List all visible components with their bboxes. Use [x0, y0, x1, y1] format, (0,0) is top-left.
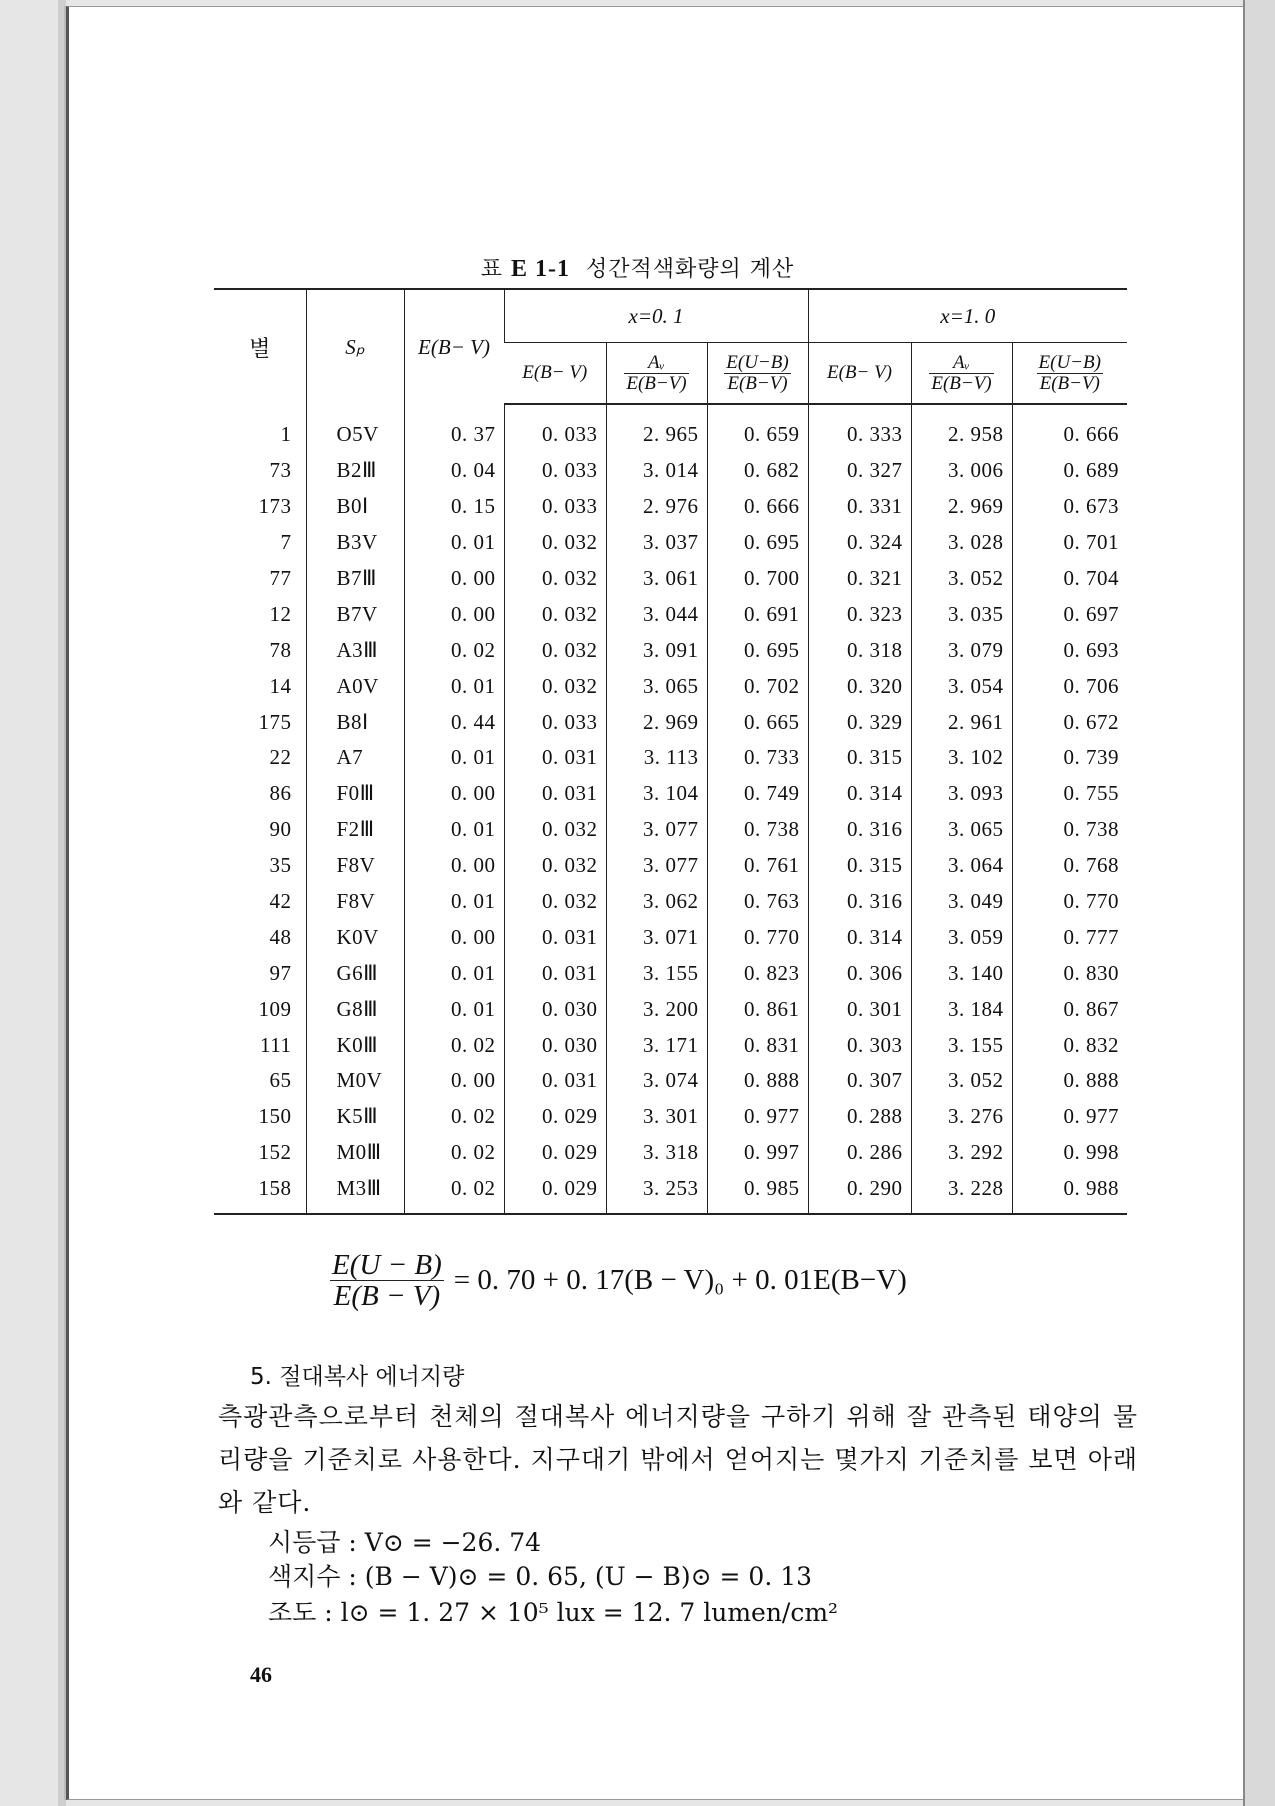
table-cell: 3. 049 [911, 884, 1012, 920]
table-cell: 0. 763 [707, 884, 808, 920]
table-row [214, 1099, 1127, 1135]
table-row [214, 453, 1127, 489]
table-cell: A3Ⅲ [306, 632, 404, 668]
table-cell: 3. 006 [911, 453, 1012, 489]
table-cell: 48 [269, 924, 292, 949]
header-ebv: E(B− V) [404, 289, 504, 404]
table-cell: 0. 288 [808, 1099, 911, 1135]
table-cell: 0. 315 [808, 740, 911, 776]
table-cell: 3. 140 [911, 955, 1012, 991]
table-cell: 3. 077 [606, 848, 707, 884]
table-cell: O5V [306, 404, 404, 453]
table-cell: M3Ⅲ [306, 1171, 404, 1214]
table-cell: 0. 032 [504, 561, 606, 597]
table-cell: 0. 030 [504, 1027, 606, 1063]
table-cell: 42 [269, 889, 292, 914]
table-cell: 0. 032 [504, 848, 606, 884]
table-cell: 0. 691 [707, 596, 808, 632]
table-cell: 0. 861 [707, 991, 808, 1027]
table-cell: 3. 074 [606, 1063, 707, 1099]
table-cell: 0. 00 [404, 1063, 504, 1099]
section-heading: 5. 절대복사 에너지량 [250, 1364, 465, 1390]
table-row [214, 668, 1127, 704]
table-cell: 0. 030 [504, 991, 606, 1027]
table-cell: 0. 033 [504, 404, 606, 453]
table-cell: 0. 031 [504, 955, 606, 991]
table-cell: 0. 733 [707, 740, 808, 776]
table-cell: 0. 032 [504, 884, 606, 920]
table-cell: 0. 01 [404, 812, 504, 848]
table-cell: 0. 01 [404, 740, 504, 776]
table-cell: 3. 318 [606, 1135, 707, 1171]
header-sp: Sₚ [306, 289, 404, 404]
table-cell: 0. 315 [808, 848, 911, 884]
table-cell: 3. 184 [911, 991, 1012, 1027]
table-cell: A7 [306, 740, 404, 776]
table-row [214, 561, 1127, 597]
table-cell: 0. 286 [808, 1135, 911, 1171]
table-cell: 22 [269, 745, 292, 770]
table-cell: 2. 961 [911, 704, 1012, 740]
table-cell: 0. 01 [404, 991, 504, 1027]
table-cell: 0. 998 [1012, 1135, 1127, 1171]
table-cell: 0. 37 [404, 404, 504, 453]
table-cell: B7V [306, 596, 404, 632]
table-cell: 3. 028 [911, 525, 1012, 561]
table-cell: K5Ⅲ [306, 1099, 404, 1135]
table-cell: 90 [269, 817, 292, 842]
solar-color-index-line: 색지수 : (B − V)⊙ = 0. 65, (U − B)⊙ = 0. 13 [268, 1562, 813, 1591]
table-cell: 0. 977 [1012, 1099, 1127, 1135]
table-cell: 0. 320 [808, 668, 911, 704]
header-av-ratio: $\frac{\text{Aᵥ}}{E(B-V)}$ [911, 343, 1012, 405]
table-cell: 0. 695 [707, 632, 808, 668]
solar-illuminance-line: 조도 : l⊙ = 1. 27 × 10⁵ lux = 12. 7 lumen/cm² [268, 1598, 839, 1627]
table-cell: 0. 672 [1012, 704, 1127, 740]
table-cell: 2. 969 [606, 704, 707, 740]
table-cell: 0. 032 [504, 596, 606, 632]
table-cell: 0. 301 [808, 991, 911, 1027]
table-cell: 3. 044 [606, 596, 707, 632]
table-cell: 152 [258, 1140, 292, 1165]
table-cell: 3. 071 [606, 919, 707, 955]
formula-rhs: = 0. 70 + 0. 17(B − V)₀ + 0. 01E(B−V) [453, 1264, 907, 1297]
table-cell: 0. 706 [1012, 668, 1127, 704]
table-cell: 0. 029 [504, 1135, 606, 1171]
table-row [214, 596, 1127, 632]
table-cell: 0. 01 [404, 525, 504, 561]
table-cell: 3. 292 [911, 1135, 1012, 1171]
header-sub-ebv: E(B− V) [504, 343, 606, 405]
table-cell: 0. 977 [707, 1099, 808, 1135]
table-cell: 3. 253 [606, 1171, 707, 1214]
table-caption-text: 성간적색화량의 계산 [586, 257, 795, 282]
table-cell: 7 [280, 530, 292, 555]
table-cell: G6Ⅲ [306, 955, 404, 991]
header-sub-ebv: E(B− V) [808, 343, 911, 405]
table-cell: A0V [306, 668, 404, 704]
table-row [214, 704, 1127, 740]
table-cell: 109 [258, 996, 292, 1021]
table-cell: 0. 02 [404, 1135, 504, 1171]
table-cell: F2Ⅲ [306, 812, 404, 848]
table-row [214, 1171, 1127, 1214]
section-paragraph: 측광관측으로부터 천체의 절대복사 에너지량을 구하기 위해 잘 관측된 태양의 물리량을 기준치로 사용한다. 지구대기 밖에서 얻어지는 몇가지 기준치를 보면 아래와 같다. [218, 1402, 1138, 1517]
table-cell: 0. 985 [707, 1171, 808, 1214]
table-cell: 0. 033 [504, 704, 606, 740]
table-cell: 0. 01 [404, 884, 504, 920]
table-cell: 0. 031 [504, 776, 606, 812]
table-cell: 3. 155 [606, 955, 707, 991]
table-cell: 78 [269, 637, 292, 662]
table-cell: 3. 276 [911, 1099, 1012, 1135]
table-cell: 3. 037 [606, 525, 707, 561]
table-cell: 173 [258, 494, 292, 519]
table-cell: 111 [260, 1032, 292, 1057]
table-cell: 0. 988 [1012, 1171, 1127, 1214]
table-cell: 3. 102 [911, 740, 1012, 776]
header-group-x01: x=0. 1 [504, 289, 808, 343]
table-cell: 0. 321 [808, 561, 911, 597]
table-cell: B2Ⅲ [306, 453, 404, 489]
table-cell: 0. 290 [808, 1171, 911, 1214]
table-cell: 0. 00 [404, 596, 504, 632]
table-cell: 0. 032 [504, 525, 606, 561]
table-row [214, 489, 1127, 525]
table-cell: 0. 02 [404, 1099, 504, 1135]
table-cell: 0. 659 [707, 404, 808, 453]
header-group-x10: x=1. 0 [808, 289, 1127, 343]
table-row [214, 1135, 1127, 1171]
table-cell: 0. 700 [707, 561, 808, 597]
header-ub-ratio: $\frac{E(U-B)}{E(B-V)}$ [1012, 343, 1127, 405]
table-cell: 0. 00 [404, 776, 504, 812]
table-cell: 97 [269, 960, 292, 985]
table-cell: 0. 032 [504, 812, 606, 848]
table-cell: 0. 00 [404, 919, 504, 955]
table-row [214, 812, 1127, 848]
table-cell: 0. 15 [404, 489, 504, 525]
table-row [214, 525, 1127, 561]
table-cell: 0. 701 [1012, 525, 1127, 561]
table-row [214, 404, 1127, 453]
table-cell: 0. 01 [404, 955, 504, 991]
table-cell: 3. 054 [911, 668, 1012, 704]
table-cell: 0. 323 [808, 596, 911, 632]
table-cell: 0. 02 [404, 1171, 504, 1214]
table-cell: 0. 738 [1012, 812, 1127, 848]
table-cell: M0V [306, 1063, 404, 1099]
table-cell: 0. 704 [1012, 561, 1127, 597]
table-cell: 65 [269, 1068, 292, 1093]
table-cell: 3. 228 [911, 1171, 1012, 1214]
table-cell: 0. 682 [707, 453, 808, 489]
table-body [214, 404, 1127, 1214]
table-cell: 175 [258, 709, 292, 734]
table-cell: 0. 832 [1012, 1027, 1127, 1063]
table-cell: 0. 00 [404, 848, 504, 884]
table-row [214, 1063, 1127, 1099]
table-cell: 0. 693 [1012, 632, 1127, 668]
table-cell: 0. 831 [707, 1027, 808, 1063]
table-cell: B3V [306, 525, 404, 561]
solar-magnitude-line: 시등급 : V⊙ = −26. 74 [268, 1528, 542, 1557]
table-cell: 0. 029 [504, 1099, 606, 1135]
table-cell: 0. 770 [1012, 884, 1127, 920]
table-cell: 0. 697 [1012, 596, 1127, 632]
table-cell: 3. 062 [606, 884, 707, 920]
table-cell: 0. 032 [504, 632, 606, 668]
table-cell: 0. 830 [1012, 955, 1127, 991]
table-cell: 0. 314 [808, 919, 911, 955]
table-cell: 0. 867 [1012, 991, 1127, 1027]
table-cell: 3. 064 [911, 848, 1012, 884]
table-cell: 3. 079 [911, 632, 1012, 668]
table-cell: 0. 01 [404, 668, 504, 704]
table-cell: K0V [306, 919, 404, 955]
header-ub-ratio: $\frac{E(U-B)}{E(B-V)}$ [707, 343, 808, 405]
table-cell: 0. 888 [707, 1063, 808, 1099]
table-cell: 0. 031 [504, 1063, 606, 1099]
table-cell: 3. 052 [911, 561, 1012, 597]
table-cell: 0. 755 [1012, 776, 1127, 812]
table-cell: 3. 065 [911, 812, 1012, 848]
table-row [214, 955, 1127, 991]
table-cell: 3. 077 [606, 812, 707, 848]
formula-numerator: E(U − B) [332, 1249, 442, 1281]
table-cell: 0. 318 [808, 632, 911, 668]
table-cell: B7Ⅲ [306, 561, 404, 597]
table-cell: 0. 997 [707, 1135, 808, 1171]
table-cell: 0. 02 [404, 632, 504, 668]
table-cell: 3. 155 [911, 1027, 1012, 1063]
table-cell: 77 [269, 566, 292, 590]
header-star: 별 [214, 289, 306, 404]
table-cell: 0. 329 [808, 704, 911, 740]
table-cell: 0. 888 [1012, 1063, 1127, 1099]
table-cell: 0. 702 [707, 668, 808, 704]
table-cell: 3. 093 [911, 776, 1012, 812]
table-cell: 3. 171 [606, 1027, 707, 1063]
table-cell: 2. 965 [606, 404, 707, 453]
table-caption [0, 252, 1275, 283]
table-cell: 0. 033 [504, 489, 606, 525]
table-cell: 3. 200 [606, 991, 707, 1027]
table-cell: 0. 316 [808, 884, 911, 920]
table-cell: 0. 666 [1012, 404, 1127, 453]
table-cell: 3. 104 [606, 776, 707, 812]
table-cell: 0. 324 [808, 525, 911, 561]
header-av-ratio: $\frac{\text{Aᵥ}}{E(B-V)}$ [606, 343, 707, 405]
table-row [214, 632, 1127, 668]
table-cell: 0. 689 [1012, 453, 1127, 489]
table-cell: 3. 091 [606, 632, 707, 668]
table-row [214, 740, 1127, 776]
table-cell: 0. 032 [504, 668, 606, 704]
table-cell: M0Ⅲ [306, 1135, 404, 1171]
table-cell: 3. 065 [606, 668, 707, 704]
table-row [214, 848, 1127, 884]
table-row [214, 1027, 1127, 1063]
table-cell: 0. 749 [707, 776, 808, 812]
table-cell: 3. 052 [911, 1063, 1012, 1099]
table-cell: B8Ⅰ [306, 704, 404, 740]
table-cell: 0. 665 [707, 704, 808, 740]
table-cell: F0Ⅲ [306, 776, 404, 812]
color-excess-formula [330, 1250, 907, 1312]
table-cell: 0. 777 [1012, 919, 1127, 955]
table-cell: 12 [269, 601, 292, 626]
table-cell: 2. 976 [606, 489, 707, 525]
table-cell: 0. 327 [808, 453, 911, 489]
table-cell: G8Ⅲ [306, 991, 404, 1027]
table-cell: 0. 761 [707, 848, 808, 884]
table-cell: F8V [306, 848, 404, 884]
formula-fraction [330, 1250, 444, 1312]
table-cell: 73 [269, 458, 292, 483]
table-cell: 3. 035 [911, 596, 1012, 632]
table-cell: 0. 04 [404, 453, 504, 489]
table-row [214, 776, 1127, 812]
table-cell: 0. 695 [707, 525, 808, 561]
table-row [214, 884, 1127, 920]
table-cell: F8V [306, 884, 404, 920]
table-cell: 3. 301 [606, 1099, 707, 1135]
table-cell: 0. 770 [707, 919, 808, 955]
table-cell: 0. 666 [707, 489, 808, 525]
table-cell: 0. 739 [1012, 740, 1127, 776]
table-cell: 0. 02 [404, 1027, 504, 1063]
table-cell: 0. 307 [808, 1063, 911, 1099]
table-cell: 3. 113 [606, 740, 707, 776]
table-cell: 0. 738 [707, 812, 808, 848]
table-cell: 0. 00 [404, 561, 504, 597]
table-cell: 14 [269, 673, 292, 698]
page-number: 46 [250, 1662, 272, 1687]
table-row [214, 991, 1127, 1027]
table-cell: 0. 306 [808, 955, 911, 991]
table-caption-label: 표 [480, 257, 503, 282]
table-cell: 3. 061 [606, 561, 707, 597]
table-cell: 150 [258, 1104, 292, 1129]
table-cell: 0. 331 [808, 489, 911, 525]
table-cell: 0. 031 [504, 740, 606, 776]
table-cell: 0. 033 [504, 453, 606, 489]
table-cell: 0. 823 [707, 955, 808, 991]
table-cell: 35 [269, 853, 292, 878]
table-cell: 0. 673 [1012, 489, 1127, 525]
table-cell: 0. 314 [808, 776, 911, 812]
table-cell: 3. 059 [911, 919, 1012, 955]
table-cell: 0. 303 [808, 1027, 911, 1063]
table-cell: 3. 014 [606, 453, 707, 489]
table-cell: K0Ⅲ [306, 1027, 404, 1063]
table-cell: 0. 029 [504, 1171, 606, 1214]
table-cell: 2. 969 [911, 489, 1012, 525]
table-row [214, 919, 1127, 955]
table-cell: B0Ⅰ [306, 489, 404, 525]
table-caption-number: E 1-1 [511, 256, 570, 282]
table-cell: 0. 316 [808, 812, 911, 848]
table-cell: 0. 768 [1012, 848, 1127, 884]
table-cell: 86 [269, 781, 292, 806]
table-cell: 1 [280, 421, 292, 446]
table-cell: 0. 031 [504, 919, 606, 955]
table-cell: 158 [214, 1171, 306, 1214]
table-cell: 2. 958 [911, 404, 1012, 453]
table-cell: 0. 44 [404, 704, 504, 740]
reddening-table [214, 288, 1127, 1215]
formula-denominator: E(B − V) [333, 1280, 441, 1313]
table-cell: 0. 333 [808, 404, 911, 453]
